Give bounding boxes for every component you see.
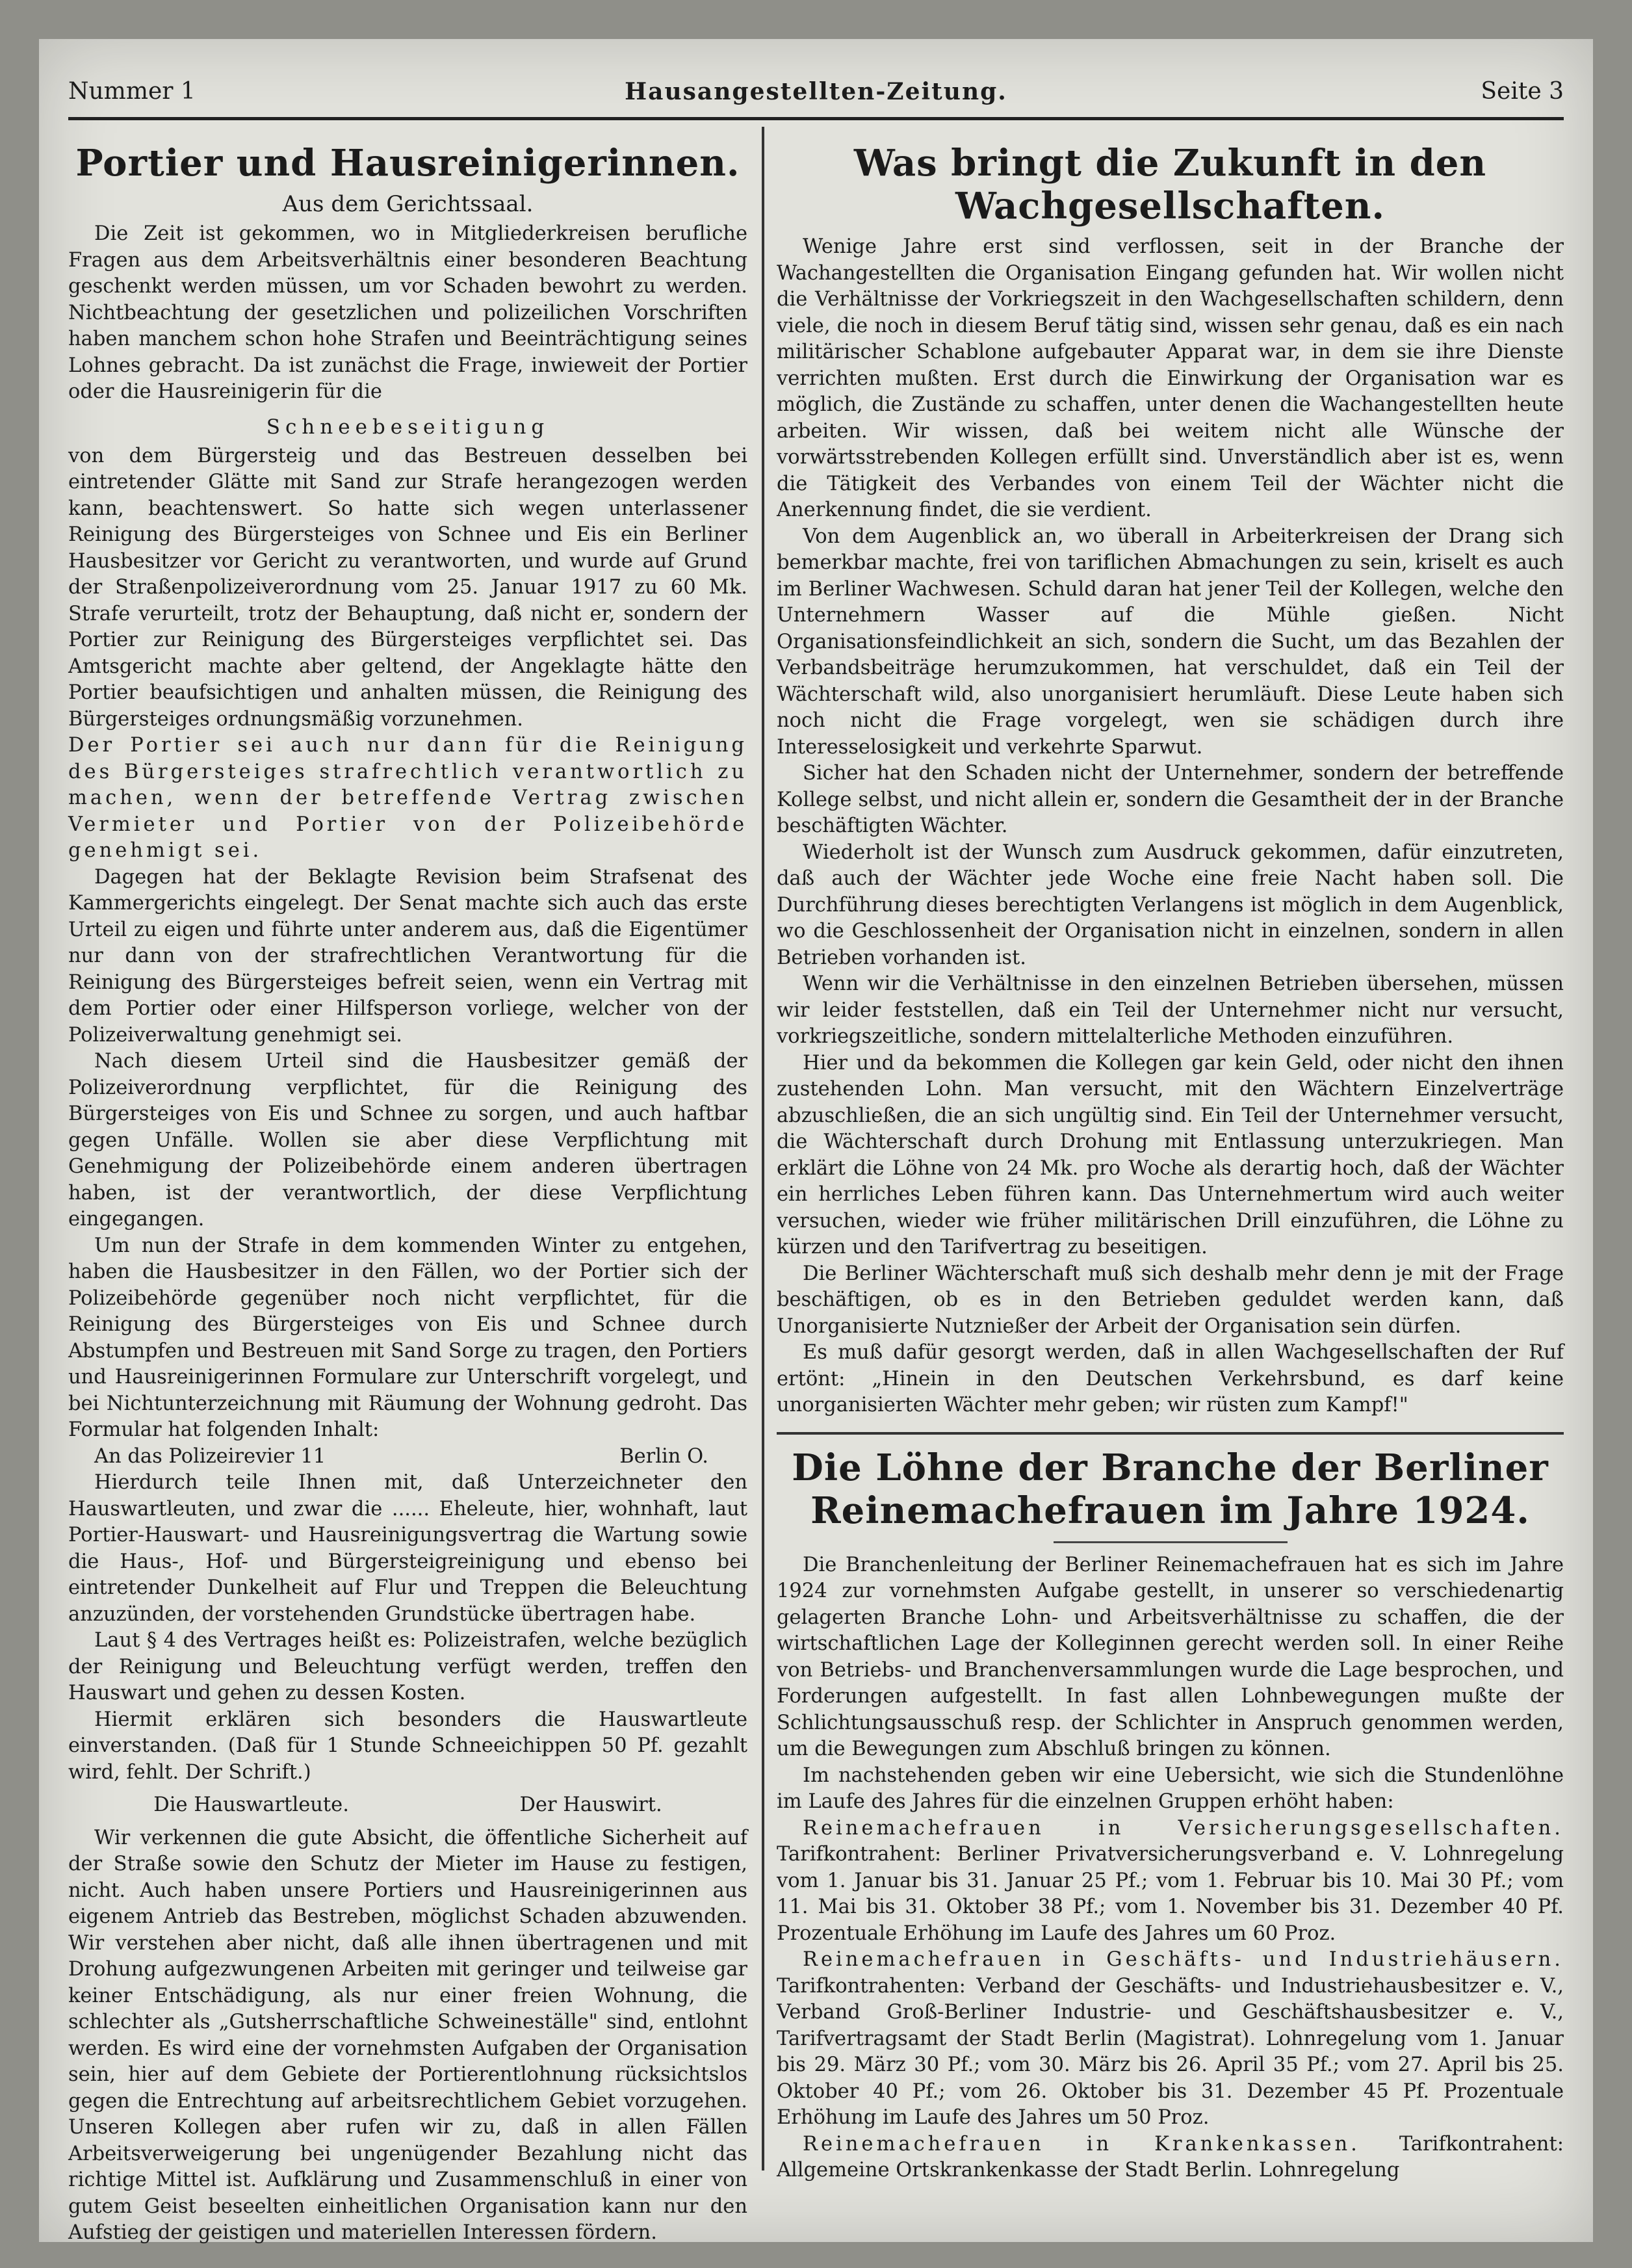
- article-title-wachgesellschaften: Was bringt die Zukunft in den Wachgesellschaften.: [853, 142, 1487, 228]
- signature-landlord: Der Hauswirt.: [519, 1793, 662, 1816]
- wage-group-health-insurance: [777, 2131, 1564, 2184]
- running-header: [68, 78, 1564, 117]
- form-text: Hierdurch teile Ihnen mit, daß Unterzeichneter den Hauswartleuten, und zwar die ...... Eheleute, hier, wohnhaft, laut Portier-Hauswart- und Hausreinigungsvertrag die Wartung sowie die Haus-, Hof- und Bürgersteigreinigung und ebenso bei eintretender Dunkelheit auf Flur und Treppen die Beleuchtung anzuzünden, der vorstehenden Grundstücke übertragen habe.: [68, 1471, 747, 1626]
- title-underline: [1054, 1541, 1288, 1543]
- form-text: Hiermit erklären sich besonders die Hauswartleute einverstanden. (Daß für 1 Stunde Schneeichippen 50 Pf. gezahlt wird, fehlt. Der Schrift.): [68, 1708, 747, 1784]
- paragraph: Dagegen hat der Beklagte Revision beim Strafsenat des Kammergerichts eingelegt. Der Senat machte sich auch das erste Urteil zu eigen und führte unter anderem aus, daß die Eigentümer nur dann von der strafrechtlichen Verantwortung für die Reinigung des Bürgersteiges befreit seien, wenn ein Vertrag mit dem Portier oder einer Hilfsperson vorliege, welcher von der Polizeiverwaltung genehmigt sei.: [68, 865, 747, 1047]
- left-column: [68, 130, 747, 2244]
- paragraph: Wiederholt ist der Wunsch zum Ausdruck gekommen, dafür einzutreten, daß auch der Wächter jede Woche eine freie Nacht haben soll. Die Durchführung dieses berechtigten Verlangens ist möglich in dem Augenblick, wo die Geschlossenheit der Organisation nicht in einzelnen, sondern in allen Betrieben vorhanden ist.: [777, 841, 1564, 969]
- issue-number: Nummer 1: [68, 78, 196, 105]
- paragraph: Wir verkennen die gute Absicht, die öffentliche Sicherheit auf der Straße sowie den Schutz der Mieter im Hause zu festigen, nicht. Auch haben unsere Portiers und Hausreinigerinnen aus eigenem Antrieb das Bestreben, möglichst Schaden abzuwenden. Wir verstehen aber nicht, daß alle ihnen übertragenen und mit Drohung aufgezwungenen Arbeiten mit geringer und teilweise gar keiner Entschädigung, als nur einer freien Wohnung, die schlechter als „Gutsherrschaftliche Schweineställe" sind, entlohnt werden. Es wird eine der vornehmsten Aufgaben der Organisation sein, hier auf dem Gebiete der Portierentlohnung rücksichtslos gegen die Entrechtung auf arbeitsrechtlichem Gebiet vorzugehen. Unseren Kollegen aber rufen wir zu, daß in allen Fällen Arbeitsverweigerung bei ungenügender Bezahlung nicht das richtige Mittel ist. Aufklärung und Zusammenschluß in einer von gutem Geist beseelten einheitlichen Organisation kann nur den Aufstieg der geistigen und materiellen Interessen fördern.: [68, 1826, 747, 2244]
- paragraph: Die Berliner Wächterschaft muß sich deshalb mehr denn je mit der Frage beschäftigen, ob es in den Betrieben geduldet werden kann, daß Unorganisierte Nutznießer der Arbeit der Organisation sein dürfen.: [777, 1262, 1564, 1338]
- paragraph: Hier und da bekommen die Kollegen gar kein Geld, oder nicht den ihnen zustehenden Lohn. Man versucht, mit den Wächtern Einzelverträge abzuschließen, die an sich ungültig sind. Ein Teil der Unternehmer versucht, die Wächterschaft durch Drohung mit Entlassung unterzukriegen. Man erklärt die Löhne von 24 Mk. pro Woche als derartig hoch, daß der Wächter ein herrliches Leben führen kann. Das Unternehmertum wird auch weiter versuchen, wieder wie früher militärischen Drill einzuführen, die Löhne zu kürzen und den Tarifvertrag zu beseitigen.: [777, 1051, 1564, 1258]
- newspaper-page: [39, 39, 1593, 2242]
- paragraph: Es muß dafür gesorgt werden, daß in allen Wachgesellschaften der Ruf ertönt: „Hinein in den Deutschen Verkehrsbund, es darf keine unorganisierten Wächter mehr geben; wir rüsten zum Kampf!": [777, 1341, 1564, 1416]
- paragraph: Die Branchenleitung der Berliner Reinemachefrauen hat es sich im Jahre 1924 zur vornehmsten Aufgabe gestellt, in unserer so verschiedenartig gelagerten Branche Lohn- und Arbeitsverhältnisse zu schaffen, die der wirtschaftlichen Lage der Kolleginnen gerecht werden soll. In einer Reihe von Betriebs- und Branchenversammlungen wurde die Lage besprochen, und Forderungen aufgestellt. In fast allen Lohnbewegungen mußte der Schlichtungsausschuß resp. der Schlichter in Anspruch genommen werden, um die Bewegungen zum Abschluß bringen zu können.: [777, 1553, 1564, 1760]
- form-signatures: [68, 1792, 747, 1819]
- article-title-reinemachefrauen: Die Löhne der Branche der Berliner Reinemachefrauen im Jahre 1924.: [792, 1446, 1549, 1532]
- paragraph: Von dem Augenblick an, wo überall in Arbeiterkreisen der Drang sich bemerkbar machte, frei von tariflichen Abmachungen zu sein, kriselt es auch im Berliner Wachwesen. Schuld daran hat jener Teil der Kollegen, welche den Unternehmern Wasser auf die Mühle gießen. Nicht Organisationsfeindlichkeit an sich, sondern die Sucht, um das Bezahlen der Verbandsbeiträge herumzukommen, hat verschuldet, daß ein Teil der Wächterschaft wild, also unorganisiert herumläuft. Diese Leute haben sich noch nicht die Frage vorgelegt, wen sie schädigen durch ihre Interesselosigkeit und verkehrte Sparwut.: [777, 525, 1564, 759]
- paragraph: Die Zeit ist gekommen, wo in Mitgliederkreisen berufliche Fragen aus dem Arbeitsverhältnis einer besonderen Beachtung geschenkt werden müssen, um vor Schaden bewohrt zu werden. Nichtbeachtung der gesetzlichen und polizeilichen Vorschriften haben manchem schon hohe Strafen und Beeinträchtigung seines Lohnes gebracht. Da ist zunächst die Frage, inwieweit der Portier oder die Hausreinigerin für die: [68, 222, 747, 403]
- wage-group-industry: [777, 1947, 1564, 2131]
- group-heading: Reinemachefrauen in Krankenkassen.: [803, 2132, 1360, 2156]
- paragraph: Sicher hat den Schaden nicht der Unternehmer, sondern der betreffende Kollege selbst, und nicht allein er, sondern die Gesamtheit der in der Branche beschäftigten Wächter.: [777, 762, 1564, 837]
- page-number: Seite 3: [1481, 78, 1564, 105]
- article-subtitle: Aus dem Gerichtssaal.: [282, 191, 534, 217]
- paragraph: Im nachstehenden geben wir eine Uebersicht, wie sich die Stundenlöhne im Laufe des Jahres für die einzelnen Gruppen erhöht haben:: [777, 1764, 1564, 1813]
- form-recipient: An das Polizeirevier 11: [94, 1444, 326, 1468]
- signature-tenants: Die Hauswartleute.: [153, 1793, 349, 1816]
- form-text: Laut § 4 des Vertrages heißt es: Polizeistrafen, welche bezüglich der Reinigung und Beleuchtung verfügt werden, treffen den Hauswart und gehen zu dessen Kosten.: [68, 1629, 747, 1704]
- right-column: [777, 130, 1564, 2182]
- group-heading: Reinemachefrauen in Versicherungsgesellschaften.: [803, 1816, 1564, 1840]
- column-rule: [762, 127, 764, 2170]
- spaced-heading: Schneebeseitigung: [266, 415, 550, 439]
- paragraph: Wenn wir die Verhältnisse in den einzelnen Betrieben übersehen, müssen wir leider feststellen, daß ein Teil der Unternehmer nicht nur versucht, vorkriegszeitliche, sondern mittelalterliche Methoden einzuführen.: [777, 972, 1564, 1048]
- section-separator: [777, 1432, 1564, 1435]
- paragraph: von dem Bürgersteig und das Bestreuen desselben bei eintretender Glätte mit Sand zur Strafe herangezogen werden kann, beachtenswert. So hatte sich wegen unterlassener Reinigung des Bürgersteiges von Schnee und Eis ein Berliner Hausbesitzer vor Gericht zu verantworten, und wurde auf Grund der Straßenpolizeiverordnung vom 25. Januar 1917 zu 60 Mk. Strafe verurteilt, trotz der Behauptung, daß nicht er, sondern der Portier zur Reinigung des Bürgersteiges verpflichtet sei. Das Amtsgericht machte aber geltend, der Angeklagte hätte den Portier beaufsichtigen und anhalten müssen, die Reinigung des Bürgersteiges ordnungsmäßig vorzunehmen.: [68, 444, 747, 731]
- form-place: Berlin O.: [619, 1444, 708, 1468]
- group-text: Tarifkontrahent: Allgemeine Ortskrankenkasse der Stadt Berlin. Lohnregelung: [777, 2132, 1564, 2182]
- newspaper-title: Hausangestellten-Zeitung.: [625, 78, 1007, 105]
- article-title-portier: Portier und Hausreinigerinnen.: [75, 142, 740, 185]
- paragraph: Um nun der Strafe in dem kommenden Winter zu entgehen, haben die Hausbesitzer in den Fällen, wo der Portier sich der Polizeibehörde gegenüber noch nicht verpflichtet, für die Reinigung des Bürgersteiges von Eis und Schnee durch Abstumpfen und Bestreuen mit Sand Sorge zu tragen, den Portiers und Hausreinigerinnen Formulare zur Unterschrift vorgelegt, und bei Nichtunterzeichnung mit Räumung der Wohnung gedroht. Das Formular hat folgenden Inhalt:: [68, 1234, 747, 1441]
- header-rule: [68, 117, 1564, 120]
- group-text: Tarifkontrahent: Berliner Privatversicherungsverband e. V. Lohnregelung vom 1. Januar bis 31. Januar 25 Pf.; vom 1. Februar bis 10. Mai 30 Pf.; vom 11. Mai bis 31. Oktober 38 Pf.; vom 1. November bis 31. Dezember 40 Pf. Prozentuale Erhöhung im Laufe des Jahres um 60 Proz.: [777, 1843, 1564, 1945]
- form-address-line: [68, 1444, 747, 1470]
- paragraph: Wenige Jahre erst sind verflossen, seit in der Branche der Wachangestellten die Organisation Eingang gefunden hat. Wir wollen nicht die Verhältnisse der Vorkriegszeit in den Wachgesellschaften schildern, denn viele, die noch in diesem Beruf tätig sind, wissen sehr genau, daß es ein nach militärischer Schablone aufgebauter Apparat war, in dem sie ihre Dienste verrichten mußten. Erst durch die Einwirkung der Organisation war es möglich, die Zustände zu schaffen, unter denen die Wachangestellten heute arbeiten. Wir wissen, daß bei weitem nicht alle Wünsche der vorwärtsstrebenden Kollegen erfüllt sind. Unverständlich aber ist es, wenn die Tätigkeit des Verbandes von einem Teil der Wächter nicht die Anerkennung findet, die sie verdient.: [777, 235, 1564, 521]
- paragraph: Nach diesem Urteil sind die Hausbesitzer gemäß der Polizeiverordnung verpflichtet, für die Reinigung des Bürgersteiges von Eis und Schnee zu sorgen, und auch haftbar gegen Unfälle. Wollen sie aber diese Verpflichtung mit Genehmigung der Polizeibehörde einem anderen übertragen haben, ist der verantwortlich, der diese Verpflichtung eingegangen.: [68, 1050, 747, 1231]
- group-heading: Reinemachefrauen in Geschäfts- und Industriehäusern.: [803, 1948, 1564, 1971]
- emphasized-paragraph: Der Portier sei auch nur dann für die Reinigung des Bürgersteiges strafrechtlich verantwortlich zu machen, wenn der betreffende Vertrag zwischen Vermieter und Portier von der Polizeibehörde genehmigt sei.: [68, 734, 747, 862]
- wage-group-insurance: [777, 1816, 1564, 1948]
- group-text: Tarifkontrahenten: Verband der Geschäfts- und Industriehausbesitzer e. V., Verband Groß-Berliner Industrie- und Geschäftshausbesitzer e. V., Tarifvertragsamt der Stadt Berlin (Magistrat). Lohnregelung vom 1. Januar bis 29. März 30 Pf.; vom 30. März bis 26. April 35 Pf.; vom 27. April bis 25. Oktober 40 Pf.; vom 26. Oktober bis 31. Dezember 45 Pf. Prozentuale Erhöhung im Laufe des Jahres um 50 Proz.: [777, 1974, 1564, 2129]
